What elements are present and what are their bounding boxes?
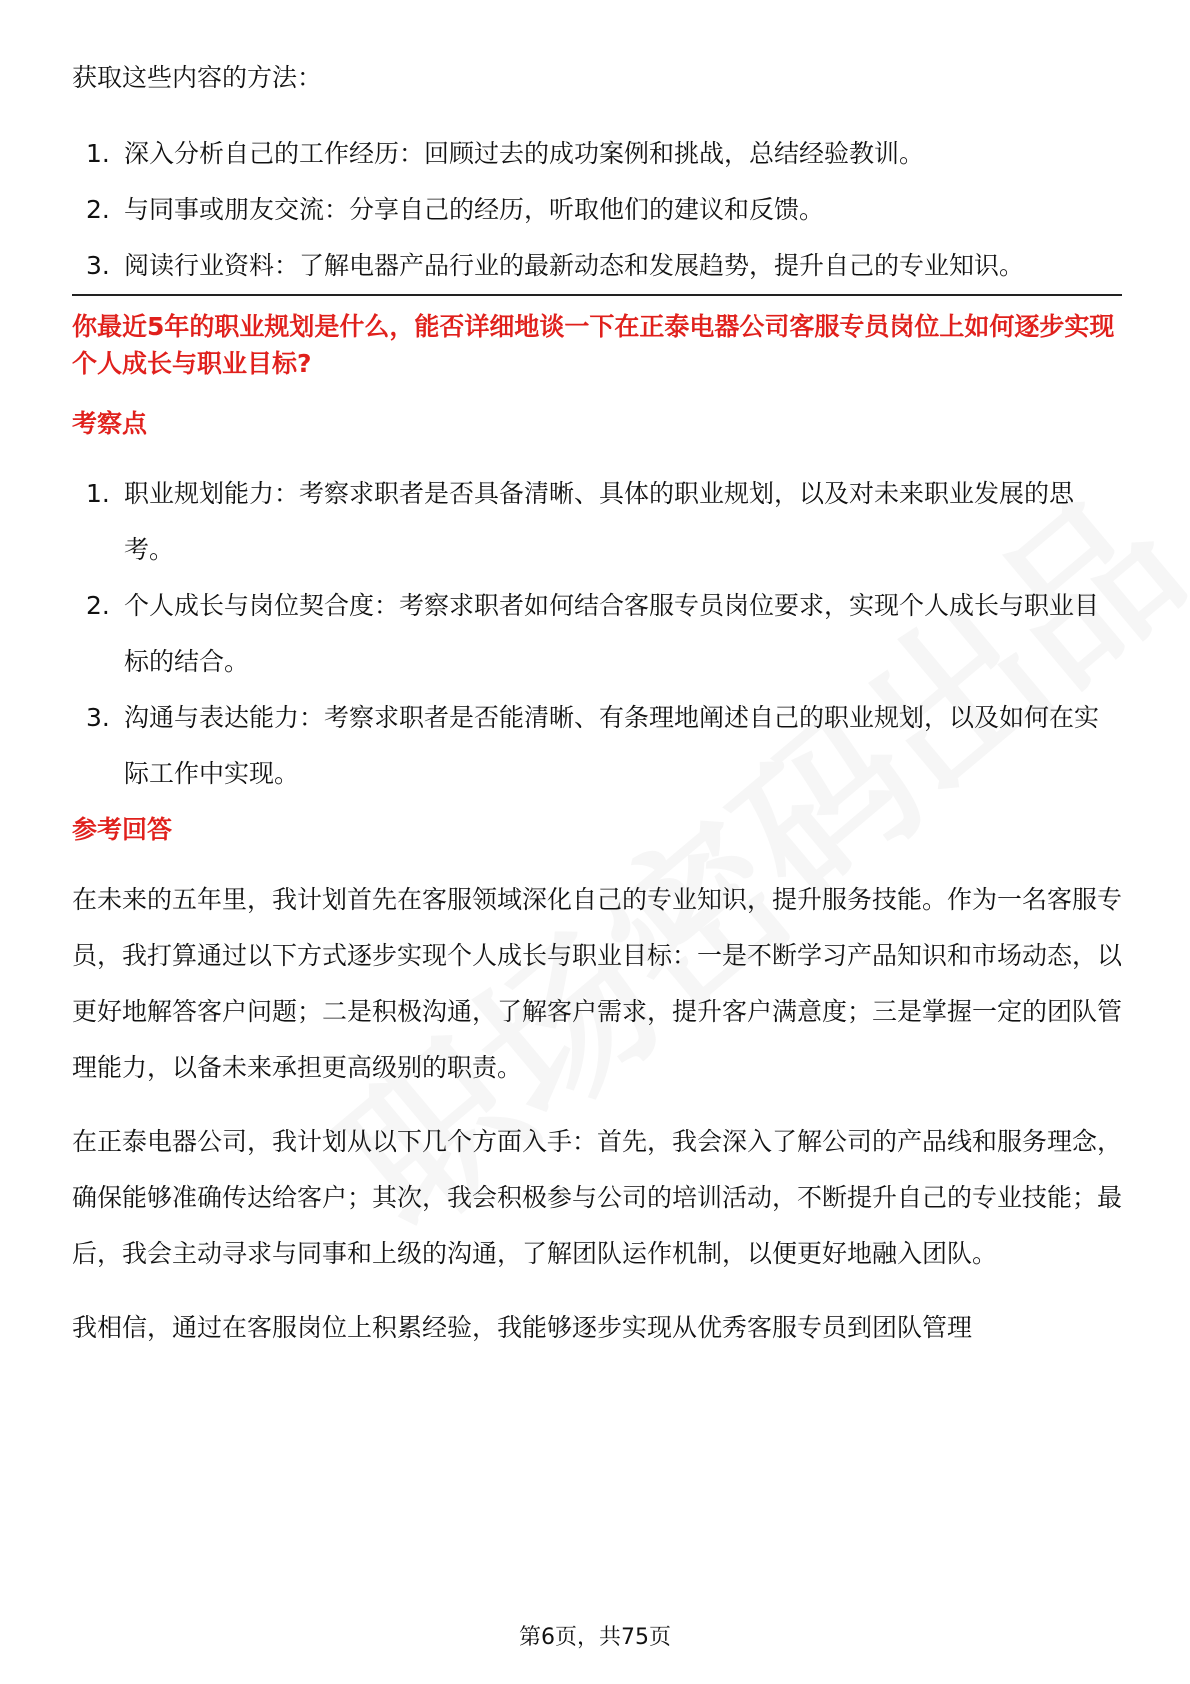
list-item (72, 126, 1122, 182)
list-item (72, 466, 1122, 578)
answer-paragraph: 我相信，通过在客服岗位上积累经验，我能够逐步实现从优秀客服专员到团队管理 (72, 1313, 973, 1342)
page-footer: 第6页，共75页 (519, 1625, 671, 1650)
list-item-text: 与同事或朋友交流：分享自己的经历，听取他们的建议和反馈。 (124, 195, 825, 224)
list-item (72, 690, 1122, 802)
section-divider (72, 294, 1122, 296)
exam-points-list (72, 466, 1122, 802)
answer-paragraph: 在未来的五年里，我计划首先在客服领域深化自己的专业知识，提升服务技能。作为一名客服专员，我打算通过以下方式逐步实现个人成长与职业目标：一是不断学习产品知识和市场动态，以更好地解答客户问题；二是积极沟通，了解客户需求，提升客户满意度；三是掌握一定的团队管理能力，以备未来承担更高级别的职责。 (72, 885, 1123, 1082)
answer-paragraph: 在正泰电器公司，我计划从以下几个方面入手：首先，我会深入了解公司的产品线和服务理念，确保能够准确传达给客户；其次，我会积极参与公司的培训活动，不断提升自己的专业技能；最后，我会主动寻求与同事和上级的沟通，了解团队运作机制，以便更好地融入团队。 (72, 1127, 1123, 1268)
list-item-text: 个人成长与岗位契合度：考察求职者如何结合客服专员岗位要求，实现个人成长与职业目标的结合。 (124, 591, 1100, 676)
methods-intro: 获取这些内容的方法： (72, 63, 323, 92)
reference-answer-heading: 参考回答 (72, 815, 173, 844)
page-content (72, 50, 1122, 1374)
list-item (72, 238, 1122, 294)
list-number: 3. (86, 703, 110, 732)
list-item-text: 职业规划能力：考察求职者是否具备清晰、具体的职业规划，以及对未来职业发展的思考。 (124, 479, 1075, 564)
reference-answer-body (72, 872, 1122, 1356)
list-number: 2. (86, 591, 110, 620)
list-item-text: 阅读行业资料：了解电器产品行业的最新动态和发展趋势，提升自己的专业知识。 (124, 251, 1025, 280)
list-item-text: 深入分析自己的工作经历：回顾过去的成功案例和挑战，总结经验教训。 (124, 139, 925, 168)
question-title: 你最近5年的职业规划是什么，能否详细地谈一下在正泰电器公司客服专员岗位上如何逐步实现个人成长与职业目标? (72, 312, 1115, 378)
list-number: 1. (86, 479, 110, 508)
list-number: 3. (86, 251, 110, 280)
exam-points-heading: 考察点 (72, 409, 148, 438)
list-number: 2. (86, 195, 110, 224)
list-item (72, 182, 1122, 238)
methods-list (72, 126, 1122, 294)
list-item (72, 578, 1122, 690)
list-item-text: 沟通与表达能力：考察求职者是否能清晰、有条理地阐述自己的职业规划，以及如何在实际工作中实现。 (124, 703, 1100, 788)
list-number: 1. (86, 139, 110, 168)
